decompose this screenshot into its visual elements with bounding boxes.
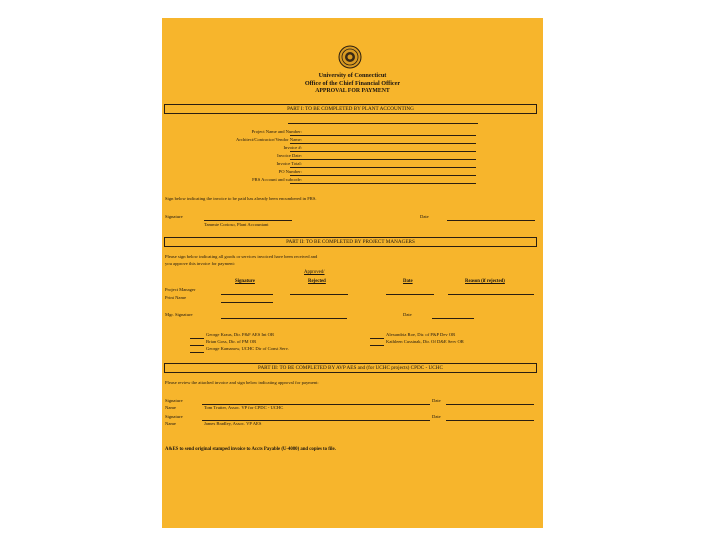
part2-heading: PART II: TO BE COMPLETED BY PROJECT MANAGERS	[286, 239, 415, 245]
mgr-date-line[interactable]	[432, 318, 474, 319]
part3-heading: PART III: TO BE COMPLETED BY AVP AES and (for UCHC projects) CPDC - UCHC	[258, 365, 443, 371]
part1-heading: PART I: TO BE COMPLETED BY PLANT ACCOUNTING	[287, 106, 414, 112]
checkbox-line[interactable]	[190, 352, 204, 353]
part1-signature-line[interactable]	[204, 220, 292, 221]
field-line[interactable]	[290, 167, 476, 168]
pm-approved-line[interactable]	[290, 294, 348, 295]
part3-name-label: Name	[165, 405, 176, 410]
part3-date-label: Date	[432, 398, 441, 403]
part3-date-label: Date	[432, 414, 441, 419]
part3-signer-2: James Bradley, Assoc. VP AES	[204, 421, 262, 426]
checkbox-line[interactable]	[370, 338, 384, 339]
form-title: APPROVAL FOR PAYMENT	[315, 88, 390, 94]
part1-signer: Tammie Corioso, Plant Accountant	[204, 222, 269, 227]
manager-option: Kathleen Cussinak, Dir. Of D&E Serv OR	[386, 339, 464, 344]
pm-date-line[interactable]	[386, 294, 434, 295]
part3-signature-label: Signature	[165, 398, 183, 403]
university-name: University of Connecticut	[318, 72, 387, 79]
part2-instruction-2: you approve this invoice for payment:	[165, 261, 236, 266]
part1-heading-box	[164, 104, 537, 114]
manager-option: George Kraus, Dir. P&F AES Int OR	[206, 332, 275, 337]
field-label-invoice-total: Invoice Total:	[276, 161, 302, 166]
field-line[interactable]	[290, 159, 476, 160]
part1-date-line[interactable]	[447, 220, 535, 221]
field-label-po-number: PO Number:	[278, 169, 302, 174]
manager-option: George Kamanow, UCHC Dir of Const Serv.	[206, 346, 289, 351]
print-name-line[interactable]	[221, 302, 273, 303]
mgr-signature-label: Mgr. Signature	[165, 312, 193, 317]
blank-line	[288, 123, 478, 124]
part1-signature-label: Signature	[165, 214, 183, 219]
footer-note: A&ES to send original stamped invoice to Accts Payable (U-4080) and copies to file.	[165, 447, 336, 452]
part3-date-line-2[interactable]	[446, 420, 534, 421]
field-line[interactable]	[290, 175, 476, 176]
project-manager-label: Project Manager	[165, 287, 196, 292]
part3-date-line-1[interactable]	[446, 404, 534, 405]
print-name-label: Print Name	[165, 295, 187, 300]
field-label-frs-account: FRS Account and subcode:	[252, 177, 302, 182]
field-line[interactable]	[290, 183, 476, 184]
col-approved-header: Approved/	[304, 270, 325, 275]
part2-heading-box	[164, 237, 537, 247]
part3-signature-label: Signature	[165, 414, 183, 419]
office-name: Office of the Chief Financial Officer	[304, 80, 401, 87]
part2-instruction-1: Please sign below indicating all goods or services invoiced have been received and	[165, 254, 318, 259]
col-signature-header: Signature	[235, 279, 255, 284]
field-line[interactable]	[290, 135, 476, 136]
manager-option: Brian Goss, Dir. of PM OR	[206, 339, 257, 344]
part3-signer-1: Tom Trutter, Assoc. VP for CPDC - UCHC	[204, 405, 284, 410]
checkbox-line[interactable]	[190, 338, 204, 339]
approval-form-sheet	[162, 18, 543, 528]
mgr-date-label: Date	[403, 312, 412, 317]
part1-instruction: Sign below indicating the invoice to be paid has already been encumbered in FRS.	[165, 196, 317, 201]
field-label-invoice-date: Invoice Date:	[277, 153, 302, 158]
checkbox-line[interactable]	[370, 345, 384, 346]
university-seal-logo	[338, 45, 362, 69]
part1-date-label: Date	[420, 214, 429, 219]
part3-name-label: Name	[165, 421, 176, 426]
col-rejected-header: Rejected	[308, 279, 326, 284]
part3-heading-box	[164, 363, 537, 373]
field-line[interactable]	[290, 143, 476, 144]
manager-option: Alexandria Roe, Dir. of P&P Dev OR	[386, 332, 456, 337]
pm-signature-line[interactable]	[221, 294, 273, 295]
field-label-project: Project Name and Number:	[251, 129, 302, 134]
mgr-signature-line[interactable]	[221, 318, 347, 319]
field-label-invoice-number: Invoice #:	[283, 145, 302, 150]
col-date-header: Date	[403, 279, 413, 284]
col-reason-header: Reason (if rejected)	[465, 279, 505, 284]
field-line[interactable]	[290, 151, 476, 152]
pm-reason-line[interactable]	[448, 294, 534, 295]
field-label-vendor: Architect/Contractor/Vendor Name:	[236, 137, 302, 142]
checkbox-line[interactable]	[190, 345, 204, 346]
part3-instruction: Please review the attached invoice and sign below indicating approval for payment:	[165, 380, 319, 385]
